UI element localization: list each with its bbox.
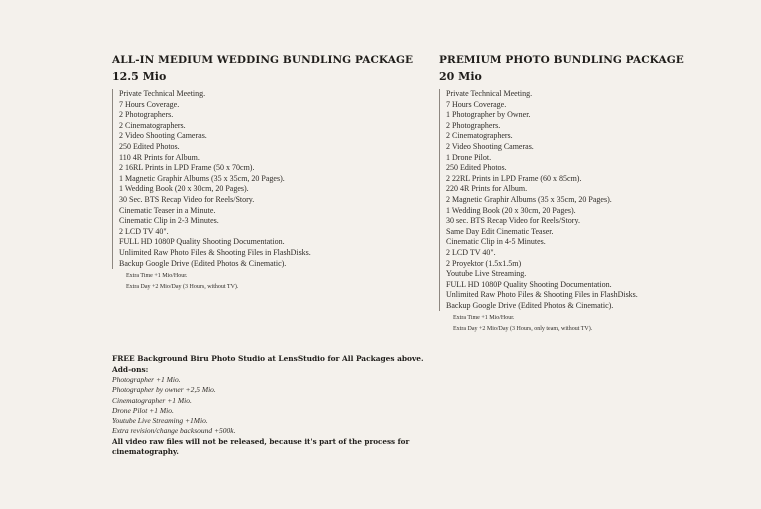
package-price: 20 Mio [439, 70, 482, 83]
list-item: Backup Google Drive (Edited Photos & Cinematic). [446, 300, 614, 310]
list-item: 1 Magnetic Graphir Albums (35 x 35cm, 20 Pages). [119, 173, 285, 183]
list-item: Drone Pilot +1 Mio. [112, 405, 174, 415]
list-item: FULL HD 1080P Quality Shooting Documentation. [119, 237, 285, 247]
list-item: Unlimited Raw Photo Files & Shooting Files in FlashDisks. [119, 247, 311, 257]
list-item: 110 4R Prints for Album. [119, 152, 200, 162]
package-items-list [112, 89, 412, 269]
list-item: Cinematographer +1 Mio. [112, 395, 192, 405]
list-item: Extra Day +2 Mio/Day (3 Hours, only team, without TV). [453, 326, 593, 333]
list-item: 2 Video Shooting Cameras. [119, 131, 207, 141]
list-item: 2 Cinematographers. [119, 120, 186, 130]
list-item: 7 Hours Coverage. [119, 99, 180, 109]
list-item: 1 Wedding Book (20 x 30cm, 20 Pages). [119, 184, 249, 194]
footer-notes [112, 354, 432, 457]
list-item: Cinematic Clip in 4-5 Minutes. [446, 237, 546, 247]
package-extras-list [126, 271, 412, 293]
addons-title: Add-ons: [112, 365, 149, 374]
list-item: Unlimited Raw Photo Files & Shooting Files in FlashDisks. [446, 290, 638, 300]
list-item: Backup Google Drive (Edited Photos & Cinematic). [119, 258, 287, 268]
list-item: 7 Hours Coverage. [446, 99, 507, 109]
list-item: Private Technical Meeting. [119, 89, 206, 98]
list-item: 250 Edited Photos. [446, 163, 507, 173]
list-item: 2 16RL Prints in LPD Frame (50 x 70cm). [119, 163, 255, 173]
list-item: FULL HD 1080P Quality Shooting Documentation. [446, 279, 612, 289]
list-item: Extra Time +1 Mio/Hour. [453, 315, 515, 322]
addons-list [112, 375, 432, 437]
list-item: Youtube Live Streaming +1Mio. [112, 416, 208, 426]
package-price: 12.5 Mio [112, 70, 167, 83]
list-item: 2 Video Shooting Cameras. [446, 141, 534, 151]
list-item: 2 LCD TV 40". [119, 226, 169, 236]
raw-files-note: All video raw files will not be released, because it's part of the process for cinematography. [112, 436, 410, 456]
list-item: 250 Edited Photos. [119, 141, 180, 151]
package-all-in-medium [112, 53, 412, 293]
list-item: 1 Wedding Book (20 x 30cm, 20 Pages). [446, 205, 576, 215]
list-item: 2 Photographers. [119, 110, 174, 120]
list-item: 30 sec. BTS Recap Video for Reels/Story. [446, 216, 580, 226]
list-item: 2 Photographers. [446, 120, 501, 130]
list-item: Private Technical Meeting. [446, 89, 533, 98]
package-extras-list [453, 313, 739, 335]
package-title: PREMIUM PHOTO BUNDLING PACKAGE [439, 54, 684, 66]
list-item: Photographer by owner +2,5 Mio. [112, 385, 216, 395]
list-item: Cinematic Teaser in a Minute. [119, 205, 216, 215]
list-item: Same Day Edit Cinematic Teaser. [446, 226, 554, 236]
list-item: Extra Day +2 Mio/Day (3 Hours, without TV). [126, 284, 239, 291]
list-item: Photographer +1 Mio. [112, 375, 181, 384]
list-item: 1 Drone Pilot. [446, 152, 492, 162]
list-item: 2 LCD TV 40". [446, 247, 496, 257]
list-item: Cinematic Clip in 2-3 Minutes. [119, 216, 219, 226]
package-items-list [439, 89, 739, 311]
package-premium-photo [439, 53, 739, 335]
list-item: 2 Magnetic Graphir Albums (35 x 35cm, 20 Pages). [446, 194, 612, 204]
package-title: ALL-IN MEDIUM WEDDING BUNDLING PACKAGE [112, 54, 414, 66]
list-item: Extra Time +1 Mio/Hour. [126, 273, 188, 280]
list-item: 2 Proyektor (1.5x1.5m) [446, 258, 522, 268]
free-background-note: FREE Background Biru Photo Studio at LensStudio for All Packages above. [112, 354, 424, 363]
list-item: 2 Cinematographers. [446, 131, 513, 141]
list-item: 220 4R Prints for Album. [446, 184, 528, 194]
list-item: 30 Sec. BTS Recap Video for Reels/Story. [119, 194, 255, 204]
list-item: 2 22RL Prints in LPD Frame (60 x 85cm). [446, 173, 582, 183]
list-item: Youtube Live Streaming. [446, 269, 527, 279]
list-item: Extra revision/change backsound +500k. [112, 426, 236, 436]
list-item: 1 Photographer by Owner. [446, 110, 531, 120]
